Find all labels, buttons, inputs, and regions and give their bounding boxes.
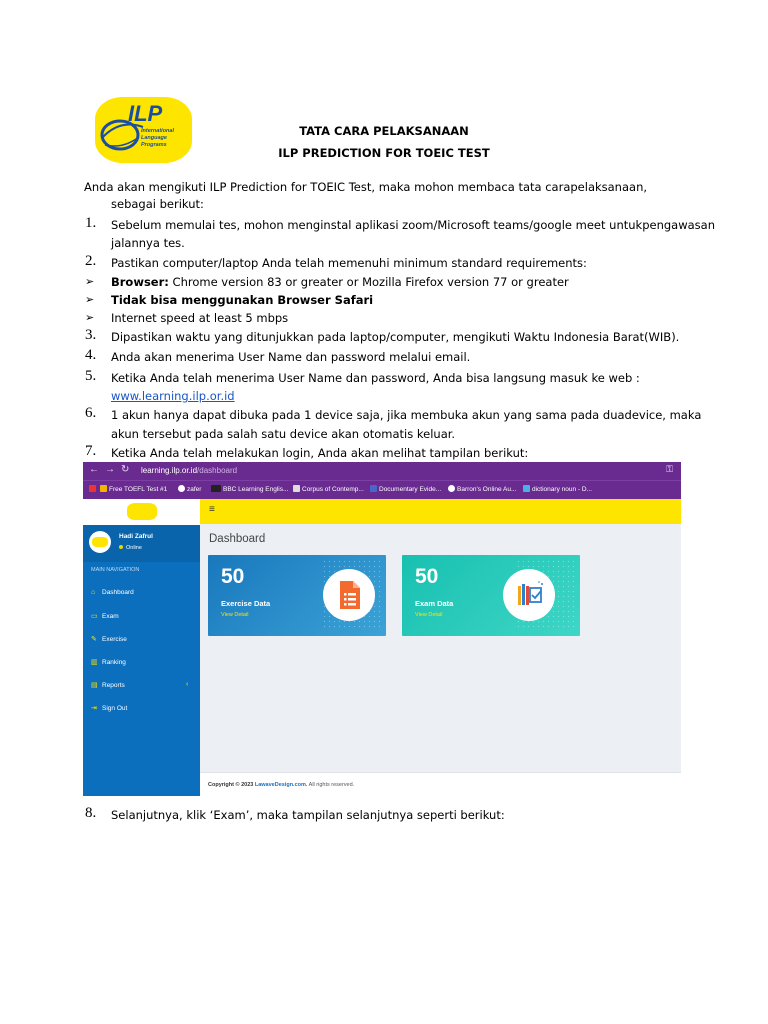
intro-line-1: Anda akan mengikuti ILP Prediction for TOEIC Test, maka mohon membaca tata carapelaksanaan, xyxy=(84,180,648,194)
requirement-item xyxy=(111,291,373,310)
doc-icon xyxy=(293,485,300,492)
sidebar-item-label: Exercise xyxy=(102,636,127,643)
sidebar-item-label: Sign Out xyxy=(102,705,128,712)
step-text: akun tersebut pada salah satu device akan otomatis keluar. xyxy=(111,427,456,441)
site-icon xyxy=(178,485,185,492)
step-number: 4. xyxy=(85,347,97,363)
card-value: 50 xyxy=(221,565,245,588)
bookmark-item[interactable] xyxy=(448,485,516,493)
step-text: 1 akun hanya dapat dibuka pada 1 device saja, jika membuka akun yang sama pada duadevice, maka xyxy=(111,408,702,422)
sign-out-icon: ⇥ xyxy=(91,705,97,712)
step-text: Ketika Anda telah menerima User Name dan password, Anda bisa langsung masuk ke web : xyxy=(111,371,640,385)
sidebar-item-label: Ranking xyxy=(102,659,126,666)
bookmark-label: Barron's Online Au... xyxy=(457,486,517,493)
bookmark-item[interactable] xyxy=(370,485,441,493)
step-text: Anda akan menerima User Name dan password melalui email. xyxy=(111,350,471,364)
requirement-item xyxy=(111,273,569,292)
user-status: Online xyxy=(119,545,142,551)
logo-subtitle: International Language Programs xyxy=(141,128,175,148)
user-panel xyxy=(83,525,200,562)
step-number: 3. xyxy=(85,327,97,343)
dictionary-icon xyxy=(523,485,530,492)
arrow-bullet-icon: ➢ xyxy=(85,311,95,324)
requirement-label: Browser: xyxy=(111,275,169,289)
home-icon: ⌂ xyxy=(91,589,96,596)
back-icon[interactable]: ← xyxy=(89,464,99,475)
exercise-data-card xyxy=(208,555,386,636)
sidebar-item-reports[interactable] xyxy=(91,681,189,689)
step-number: 1. xyxy=(85,215,97,231)
report-icon: ▤ xyxy=(91,682,98,689)
step-text: Pastikan computer/laptop Anda telah memenuhi minimum standard requirements: xyxy=(111,256,587,270)
apps-icon[interactable] xyxy=(89,485,98,493)
step-text: Selanjutnya, klik ‘Exam’, maka tampilan selanjutnya seperti berikut: xyxy=(111,808,505,822)
forward-icon[interactable]: → xyxy=(105,464,115,475)
card-value: 50 xyxy=(415,565,439,588)
bookmark-label: zafer xyxy=(187,486,202,493)
sidebar-item-ranking[interactable] xyxy=(91,658,126,666)
step-text: Sebelum memulai tes, mohon menginstal aplikasi zoom/Microsoft teams/google meet untukpengawasan xyxy=(111,218,715,232)
sidebar-item-exercise[interactable] xyxy=(91,635,127,643)
main-nav-label: MAIN NAVIGATION xyxy=(91,567,140,573)
website-link[interactable]: www.learning.ilp.or.id xyxy=(111,389,235,403)
bookmark-label: Documentary Evide... xyxy=(379,486,442,493)
step-number: 6. xyxy=(85,405,97,421)
sidebar-logo xyxy=(83,499,200,525)
bookmarks-bar xyxy=(83,480,681,500)
edit-icon: ✎ xyxy=(91,636,97,643)
top-bar xyxy=(200,499,681,524)
document-title: TATA CARA PELAKSANAAN xyxy=(299,124,469,138)
sidebar-item-label: Exam xyxy=(102,613,119,620)
url-host: learning.ilp.or.id xyxy=(141,466,198,475)
sidebar-item-label: Reports xyxy=(102,682,125,689)
arrow-bullet-icon: ➢ xyxy=(85,293,95,306)
site-icon xyxy=(448,485,455,492)
bookmark-item[interactable] xyxy=(178,485,201,493)
step-number: 5. xyxy=(85,368,97,384)
arrow-bullet-icon: ➢ xyxy=(85,275,95,288)
requirement-label: Tidak bisa menggunakan Browser Safari xyxy=(111,293,374,307)
reload-icon[interactable]: ↻ xyxy=(121,464,130,475)
address-bar[interactable] xyxy=(141,465,666,477)
bbc-icon xyxy=(211,485,221,492)
requirement-text: Chrome version 83 or greater or Mozilla Firefox version 77 or greater xyxy=(168,275,569,289)
bookmark-label: BBC Learning Englis... xyxy=(223,486,289,493)
user-name: Hadi Zafrul xyxy=(119,533,153,540)
step-text: Dipastikan waktu yang ditunjukkan pada laptop/computer, mengikuti Waktu Indonesia Barat(WIB). xyxy=(111,330,680,344)
exam-data-card xyxy=(402,555,580,636)
card-label: Exercise Data xyxy=(221,599,271,608)
url-path: /dashboard xyxy=(197,466,238,475)
exam-checklist-icon xyxy=(503,569,555,621)
sidebar-item-exam[interactable] xyxy=(91,612,119,620)
footer-suffix: All rights reserved. xyxy=(307,782,355,788)
dashboard-footer xyxy=(200,772,681,796)
footer-copyright: Copyright © 2023 xyxy=(208,782,255,788)
bookmark-label: dictionary noun - D... xyxy=(532,486,592,493)
requirement-item: Internet speed at least 5 mbps xyxy=(111,311,289,325)
chevron-left-icon: ‹ xyxy=(186,681,189,688)
bookmark-item[interactable] xyxy=(211,485,288,493)
key-icon[interactable]: ⚿ xyxy=(666,464,673,474)
hamburger-icon[interactable]: ≡ xyxy=(209,504,215,515)
bar-chart-icon: ▥ xyxy=(91,659,98,666)
logo-text: ILP xyxy=(128,101,163,126)
view-detail-link[interactable]: View Detail xyxy=(221,612,249,618)
sidebar-item-dashboard[interactable] xyxy=(91,589,134,596)
browser-toolbar xyxy=(83,462,681,480)
bookmark-item[interactable] xyxy=(293,485,364,493)
step-text: jalannya tes. xyxy=(111,236,185,250)
sidebar xyxy=(83,499,200,796)
footer-link[interactable]: LawaveDesign.com. xyxy=(254,782,308,788)
card-label: Exam Data xyxy=(415,599,454,608)
step-number: 2. xyxy=(85,253,97,269)
bookmark-label: Corpus of Contemp... xyxy=(302,486,364,493)
bookmark-item[interactable] xyxy=(523,485,592,493)
folder-icon xyxy=(100,485,107,492)
person-icon xyxy=(370,485,377,492)
document-icon xyxy=(323,569,375,621)
step-number: 7. xyxy=(85,443,97,459)
intro-line-2: sebagai berikut: xyxy=(111,197,204,211)
bookmark-item[interactable] xyxy=(100,485,167,493)
sidebar-item-sign-out[interactable] xyxy=(91,704,127,712)
status-dot-icon xyxy=(119,545,123,549)
step-number: 8. xyxy=(85,805,97,821)
dashboard-screenshot xyxy=(83,462,681,796)
sidebar-item-label: Dashboard xyxy=(102,589,134,596)
bookmark-label: Free TOEFL Test #1 xyxy=(109,486,168,493)
step-text: Ketika Anda telah melakukan login, Anda akan melihat tampilan berikut: xyxy=(111,446,529,460)
page-title: Dashboard xyxy=(209,533,266,545)
monitor-icon: ▭ xyxy=(91,613,98,620)
view-detail-link[interactable]: View Detail xyxy=(415,612,443,618)
document-subtitle: ILP PREDICTION FOR TOEIC TEST xyxy=(278,146,490,160)
avatar xyxy=(89,531,111,553)
